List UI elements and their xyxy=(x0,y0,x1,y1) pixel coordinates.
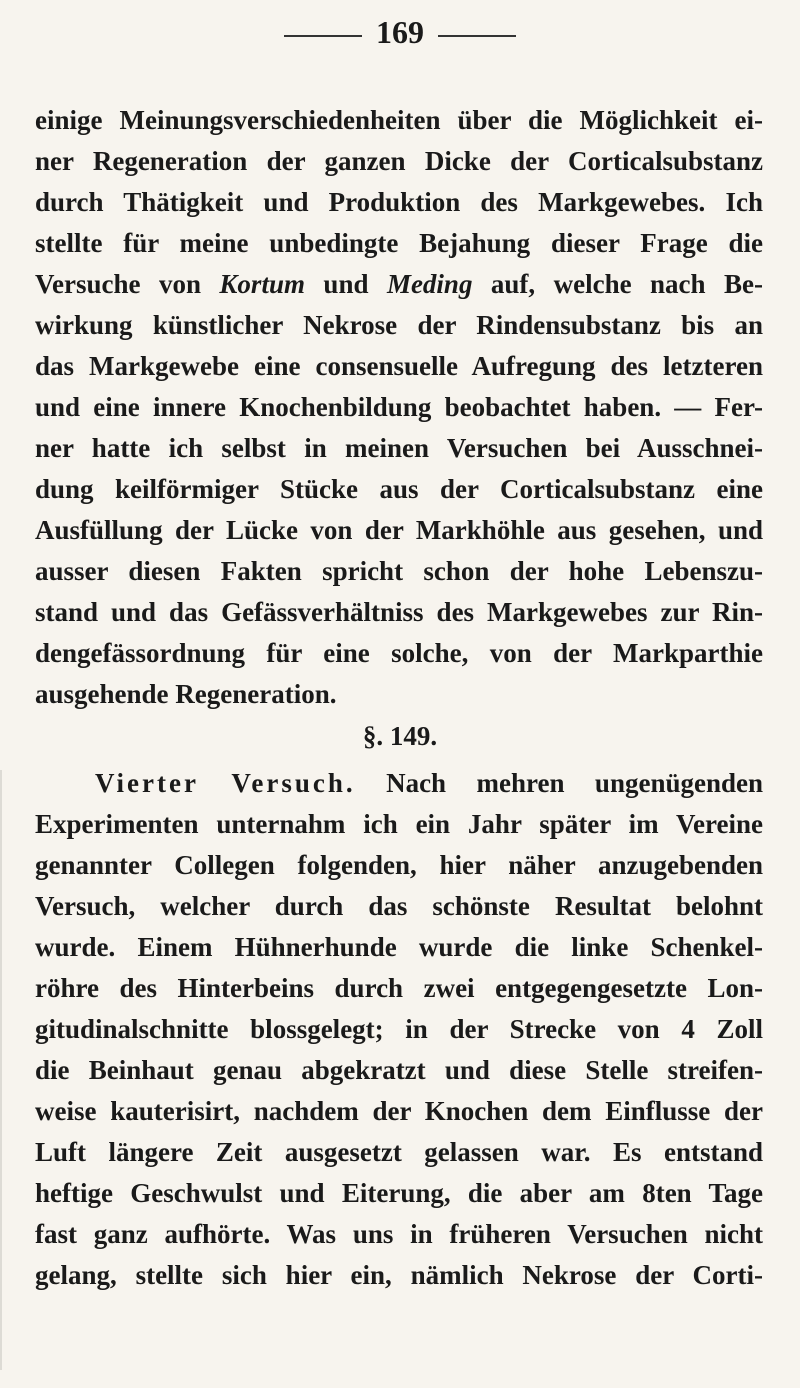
text-line: Versuch, welcher durch das schönste Resultat belohnt xyxy=(35,891,763,921)
section-heading: §. 149. xyxy=(362,721,438,751)
page-header xyxy=(0,12,800,52)
text-line: das Markgewebe eine consensuelle Aufregung des letzteren xyxy=(35,351,763,381)
text-line: ausser diesen Fakten spricht schon der hohe Lebenszu- xyxy=(35,556,763,586)
text-line: wirkung künstlicher Nekrose der Rindensubstanz bis an xyxy=(35,310,763,340)
text-line: ner Regeneration der ganzen Dicke der Corticalsubstanz xyxy=(35,146,763,176)
text-line: dengefässordnung für eine solche, von der Markparthie xyxy=(35,638,763,668)
text-line: ausgehende Regeneration. xyxy=(35,679,337,709)
text-line xyxy=(35,264,763,304)
text-line: Experimenten unternahm ich ein Jahr später im Vereine xyxy=(35,809,763,839)
experiment-title: Vierter Versuch. xyxy=(95,768,356,798)
text-line: weise kauterisirt, nachdem der Knochen dem Einflusse der xyxy=(35,1096,763,1126)
text-line xyxy=(95,763,763,803)
page-number: 169 xyxy=(376,14,424,50)
text-line: ner hatte ich selbst in meinen Versuchen bei Ausschnei- xyxy=(35,433,763,463)
text-segment: Versuche von xyxy=(35,269,201,299)
author-name-kortum: Kortum xyxy=(219,269,305,299)
text-line: Luft längere Zeit ausgesetzt gelassen war. Es entstand xyxy=(35,1137,763,1167)
text-line: dung keilförmiger Stücke aus der Corticalsubstanz eine xyxy=(35,474,763,504)
text-line: stellte für meine unbedingte Bejahung dieser Frage die xyxy=(35,228,763,258)
text-line: durch Thätigkeit und Produktion des Markgewebes. Ich xyxy=(35,187,763,217)
text-line: wurde. Einem Hühnerhunde wurde die linke Schenkel- xyxy=(35,932,763,962)
header-rule-right xyxy=(438,35,516,37)
text-line: genannter Collegen folgenden, hier näher anzugebenden xyxy=(35,850,763,880)
text-line: Ausfüllung der Lücke von der Markhöhle aus gesehen, und xyxy=(35,515,763,545)
header-rule-left xyxy=(284,35,362,37)
text-segment: Nach mehren ungenügenden xyxy=(386,768,763,798)
text-segment: und xyxy=(323,269,369,299)
text-line: gitudinalschnitte blossgelegt; in der Strecke von 4 Zoll xyxy=(35,1014,763,1044)
text-segment: auf, welche nach Be- xyxy=(490,269,763,299)
page-edge-shadow xyxy=(0,770,2,1370)
text-line: heftige Geschwulst und Eiterung, die aber am 8ten Tage xyxy=(35,1178,763,1208)
text-line: einige Meinungsverschiedenheiten über die Möglichkeit ei- xyxy=(35,105,763,135)
text-line: fast ganz aufhörte. Was uns in früheren Versuchen nicht xyxy=(35,1219,763,1249)
text-line: gelang, stellte sich hier ein, nämlich Nekrose der Corti- xyxy=(35,1260,763,1290)
text-line: und eine innere Knochenbildung beobachtet haben. — Fer- xyxy=(35,392,763,422)
author-name-meding: Meding xyxy=(386,269,473,299)
text-line: röhre des Hinterbeins durch zwei entgegengesetzte Lon- xyxy=(35,973,763,1003)
text-line: die Beinhaut genau abgekratzt und diese Stelle streifen- xyxy=(35,1055,763,1085)
text-line: stand und das Gefässverhältniss des Markgewebes zur Rin- xyxy=(35,597,763,627)
